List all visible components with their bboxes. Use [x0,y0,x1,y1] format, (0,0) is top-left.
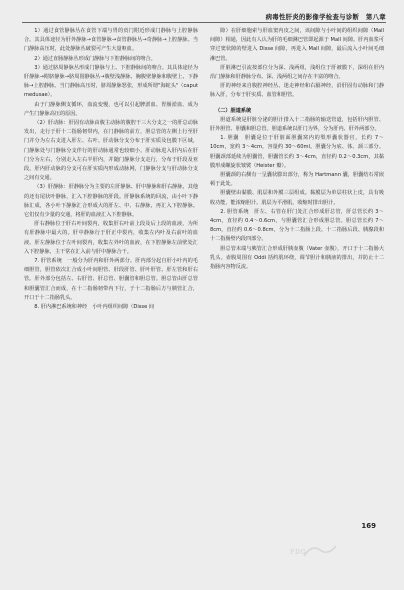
paragraph: 胆囊壁由黏膜、肌层和外膜三层组成。黏膜层为单层柱状上皮，具有吸收功能，能浓缩胆汁。肌层为平滑肌，收缩时排出胆汁。 [210,190,384,206]
paragraph: 肝右静脉位于肝右叶间裂内，收集肝右叶前上段及后上段的血液，为所有肝静脉中最大的。肝中静脉行于肝正中裂内，收集左内叶及右前叶的血液。肝左静脉位于左叶间裂内，收集左外叶的血液，在下腔静脉左前壁处汇入下腔静脉，主干常在汇入前与肝中静脉合干。 [24,221,198,255]
paragraph: （2）肝动脉：肝固有动脉由腹主动脉的腹腔干三大分支之一的肝总动脉发出，走行于肝十二指肠韧带内，在门静脉的前方，胆总管的左侧上行至肝门并分为左右支进入肝左、右叶。肝动脉分支分布于肝实质及包膜下区域，门静脉处与门静脉分支伴行的肝动脉通常也较细小。肝动脉进入肝内后在肝门分为左右，分别走入左右半肝内，并随门静脉分支走行，分布于肝段及亚段。肝内肝动脉的分支可在肝实质内形成动脉网，门静脉分支与肝动脉分支之间有交通。 [24,120,198,182]
paragraph: 胆总管末端与胰管汇合形成肝胰壶腹（Vater 壶腹），开口于十二指肠大乳头。壶腹周围有 Oddi 括约肌环绕，调节胆汁和胰液的排出，并防止十二指肠内容物反流。 [210,245,384,271]
paragraph: 7. 肝管系统 一般分为肝内和肝外两部分。肝内部分起自肝小叶内的毛细胆管，胆管依次汇合成小叶间胆管、肝段肝管、肝叶肝管、肝左管和肝右管。肝外部分包括左、右肝管、肝总管、胆囊管和胆总管。胆总管由肝总管和胆囊管汇合而成，在十二指肠韧带内下行，于十二指肠后方与胰管汇合，开口于十二指肠乳头。 [24,258,198,301]
right-column [210,27,384,272]
paragraph: 1. 胆囊 胆囊是位于肝脏面胆囊窝内的梨形囊状器官，长约 7～10cm，宽约 3～4cm，容量约 30～60ml。胆囊分为底、体、颈三部分。胆囊颈部延续为胆囊管，胆囊管长约 3～4cm，直径约 0.2～0.3cm，其黏膜形成螺旋状皱襞（Heister 瓣）。 [210,135,384,169]
watermark-text: PDG [290,549,307,556]
paragraph: 隙）在肝细胞索与肝血窦内皮之间，该间隙与小叶间的组织间隙（Mall 间隙）相通，因此有人认为肝的毛细淋巴管即起源于 Mall 间隙。肝内血浆可穿过窦状隙的壁进入 Disse 间隙，再进入 Mall 间隙，最后流入小叶间毛细淋巴管。 [210,28,384,62]
left-column [24,27,198,312]
paragraph: 8. 肝内淋巴系统和神经 小叶内组织间隙（Disse 间 [34,304,155,311]
paragraph: 3）通过脐周静脉丛形成门静脉与上、下腔静脉间的吻合。其具体途径为肝静脉→附脐静脉→脐周围静脉丛→腹壁浅静脉、胸腹壁静脉和腹壁上、下静脉→上腔静脉。当门静脉高压时，脐周静脉怒张，形成所谓"海蛇头"（caput medusae）。 [24,64,198,99]
paragraph: 2）通过直肠静脉丛形成门静脉与下腔静脉间的吻合。 [34,55,156,62]
paragraph: 1）通过食管静脉丛在食管下端与胃的贲门附近形成门静脉与上腔静脉合。其具体途径为肝外静脉→食管静脉→食管静脉丛→奇静脉→上腔静脉。当门静脉高压时，此处静脉丛破裂可产生大量呕血。 [24,28,198,53]
paragraph: 肝脏淋巴引流按部位分为深、浅两组，浅组位于肝被膜下，深组在肝内沿门静脉和肝静脉分布。深、浅两组之间存在丰富的吻合。 [210,64,384,81]
paragraph: 胆道系统是肝脏分泌的胆汁排入十二指肠的输送管道，包括肝内胆管、肝外胆管、胆囊和胆总管。胆道系统以肝门为界，分为肝内、肝外两部分。 [210,116,384,133]
paragraph: 2. 胆管系统 肝左、右管在肝门处汇合形成肝总管，肝总管长约 3～4cm，直径约 0.4～0.6cm，与胆囊管汇合形成胆总管。胆总管长约 7～8cm，直径约 0.6～0.8cm，分为十二指肠上段、十二指肠后段、胰腺段和十二指肠壁内段四部分。 [210,208,384,243]
paragraph: 由于门静脉侧支循环，血流变慢，也可以引起脾淤血、胃肠淤血、成为产生门静脉高压的原因。 [24,101,198,117]
section-heading: （二）胆道系统 [215,107,252,114]
paragraph: 肝的神经来自腹腔神经丛、迷走神经和右膈神经，沿肝固有动脉和门静脉入肝，分布于肝实质、血管和胆管。 [210,83,384,99]
paragraph: （3）肝静脉：肝静脉分为主要的左肝静脉、肝中静脉和肝右静脉，其他的还有尾状叶静脉，汇入下腔静脉的肝段。肝静脉系统的回流，由小叶下静脉汇成，各小叶下静脉汇合形成大的肝左、中、右静脉，再汇入下腔静脉。它们仅有少量的交通，将肝的血液汇入下腔静脉。 [24,184,198,219]
page-number: 169 [361,522,376,530]
running-header: 病毒性肝炎的影像学检查与诊断 第八章 [265,13,386,21]
paragraph: 胆囊颈的右侧有一呈囊状膨出部分，称为 Hartmann 囊，胆囊结石常嵌顿于此处。 [210,172,384,188]
header-rule [22,22,386,23]
